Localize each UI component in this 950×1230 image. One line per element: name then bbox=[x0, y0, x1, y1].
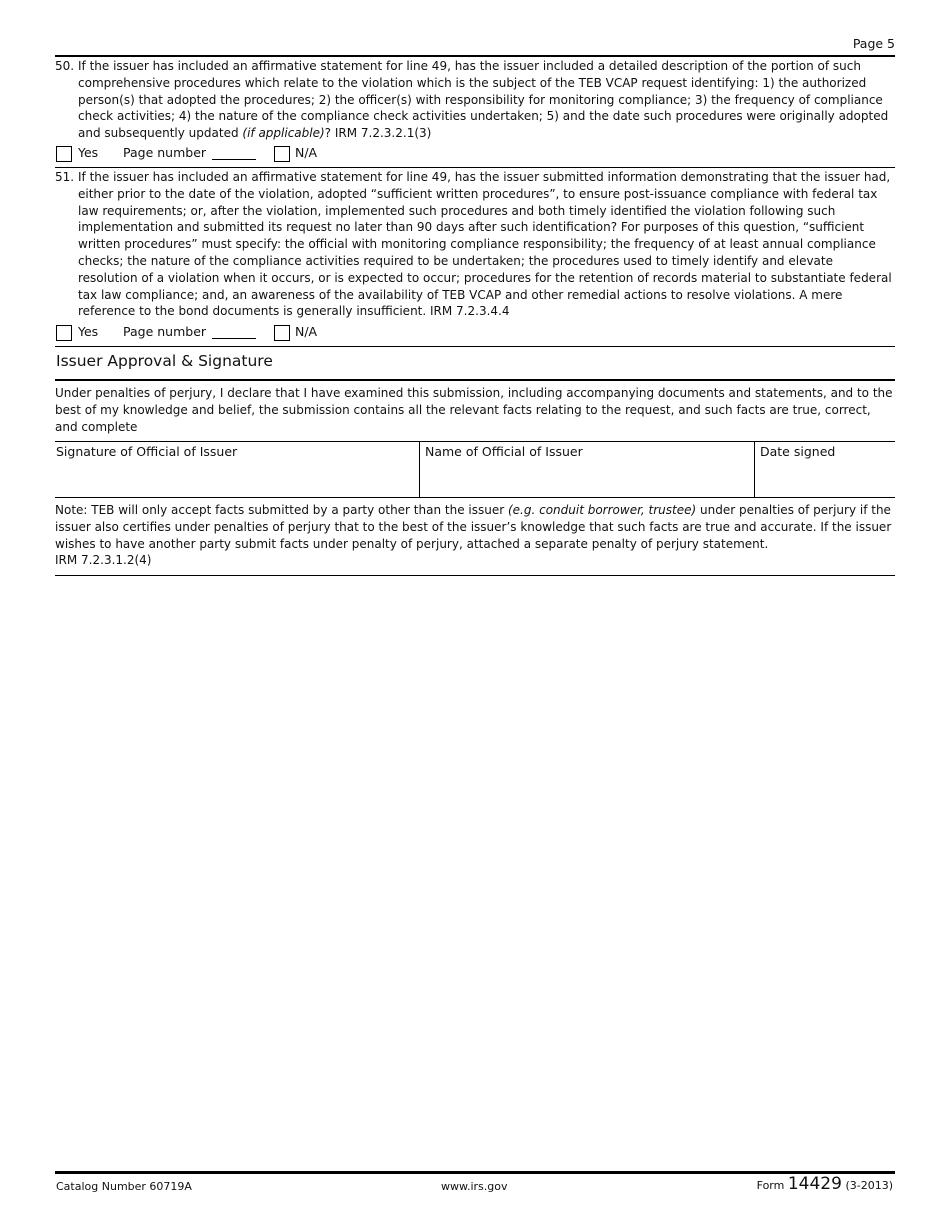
question-51-answer-row bbox=[55, 324, 455, 342]
question-51-text: If the issuer has included an affirmative statement for line 49, has the issuer submitted information demonstrating that the issuer had, either prior to the date of the violation, adopted “sufficient written procedures”, to ensure post-issuance compliance with federal tax law requirements; or, after the violation, implemented such procedures and both timely identified the violation following such implementation and submitted its request no later than 90 days after such identification? For purposes of this question, “sufficient written procedures” must specify: the official with monitoring compliance responsibility; the frequency of at least annual compliance checks; the nature of the compliance activities required to be undertaken; the procedures used to timely identify and elevate resolution of a violation when it occurs, or is expected to occur; procedures for the retention of records material to substantiate federal tax law compliance; and, an awareness of the availability of TEB VCAP and other remedial actions to resolve violations. A mere reference to the bond documents is generally insufficient. IRM 7.2.3.4.4 bbox=[78, 170, 892, 319]
q50-na-checkbox[interactable] bbox=[274, 146, 290, 162]
divider bbox=[55, 346, 895, 347]
form-page bbox=[55, 0, 895, 1230]
catalog-number: Catalog Number 60719A bbox=[56, 1180, 192, 1193]
question-50 bbox=[55, 58, 895, 142]
date-signed-label: Date signed bbox=[760, 444, 836, 459]
signature-label: Signature of Official of Issuer bbox=[56, 444, 238, 459]
question-50-number: 50. bbox=[55, 59, 75, 73]
cell-divider bbox=[419, 441, 420, 497]
divider bbox=[55, 497, 895, 498]
note-irm-reference: IRM 7.2.3.1.2(4) bbox=[55, 553, 152, 568]
cell-divider bbox=[754, 441, 755, 497]
form-number: 14429 bbox=[787, 1174, 842, 1194]
form-identifier: Form 14429 (3-2013) bbox=[756, 1174, 893, 1194]
q50-page-number-field[interactable] bbox=[212, 159, 256, 160]
q50-yes-label: Yes bbox=[78, 145, 99, 160]
top-rule bbox=[55, 55, 895, 57]
question-50-text: If the issuer has included an affirmative statement for line 49, has the issuer included a detailed description of the portion of such comprehensive procedures which relate to the violation which is the subject of the TEB VCAP request identifying: 1) the authorized person(s) that adopted the procedures; 2) the officer(s) with responsibility for monitoring compliance; 3) the frequency of compliance check activities; 4) the nature of the compliance check activities undertaken; 5) and the date such procedures were originally adopted and subsequently updated (if applicable)? IRM 7.2.3.2.1(3) bbox=[78, 59, 889, 141]
q50-yes-checkbox[interactable] bbox=[56, 146, 72, 162]
form-revision: (3-2013) bbox=[845, 1179, 893, 1192]
official-name-label: Name of Official of Issuer bbox=[425, 444, 583, 459]
q50-na-label: N/A bbox=[295, 145, 318, 160]
q51-page-number-field[interactable] bbox=[212, 338, 256, 339]
section-rule bbox=[55, 379, 895, 381]
question-51 bbox=[55, 169, 895, 320]
q51-page-number-label: Page number bbox=[123, 324, 207, 339]
q51-yes-checkbox[interactable] bbox=[56, 325, 72, 341]
question-50-answer-row bbox=[55, 145, 455, 163]
page-number-label: Page 5 bbox=[852, 36, 895, 51]
divider bbox=[55, 441, 895, 442]
website-link[interactable]: www.irs.gov bbox=[441, 1180, 508, 1193]
q50-page-number-label: Page number bbox=[123, 145, 207, 160]
q51-yes-label: Yes bbox=[78, 324, 99, 339]
q51-na-checkbox[interactable] bbox=[274, 325, 290, 341]
q51-na-label: N/A bbox=[295, 324, 318, 339]
divider bbox=[55, 575, 895, 576]
divider bbox=[55, 167, 895, 168]
note-paragraph: Note: TEB will only accept facts submitted by a party other than the issuer (e.g. conduit borrower, trustee) under penalties of perjury if the issuer also certifies under penalties of perjury that to the best of the issuer’s knowledge that such facts are true and accurate. If the issuer wishes to have another party submit facts under penalty of perjury, attached a separate penalty of perjury statement. IRM 7.2.3.1.2(4) bbox=[55, 503, 892, 568]
section-title: Issuer Approval & Signature bbox=[56, 352, 273, 370]
perjury-declaration: Under penalties of perjury, I declare that I have examined this submission, including accompanying documents and statements, and to the best of my knowledge and belief, the submission contains all the relevant facts relating to the request, and such facts are true, correct, and complete bbox=[55, 386, 893, 434]
question-51-number: 51. bbox=[55, 170, 75, 184]
